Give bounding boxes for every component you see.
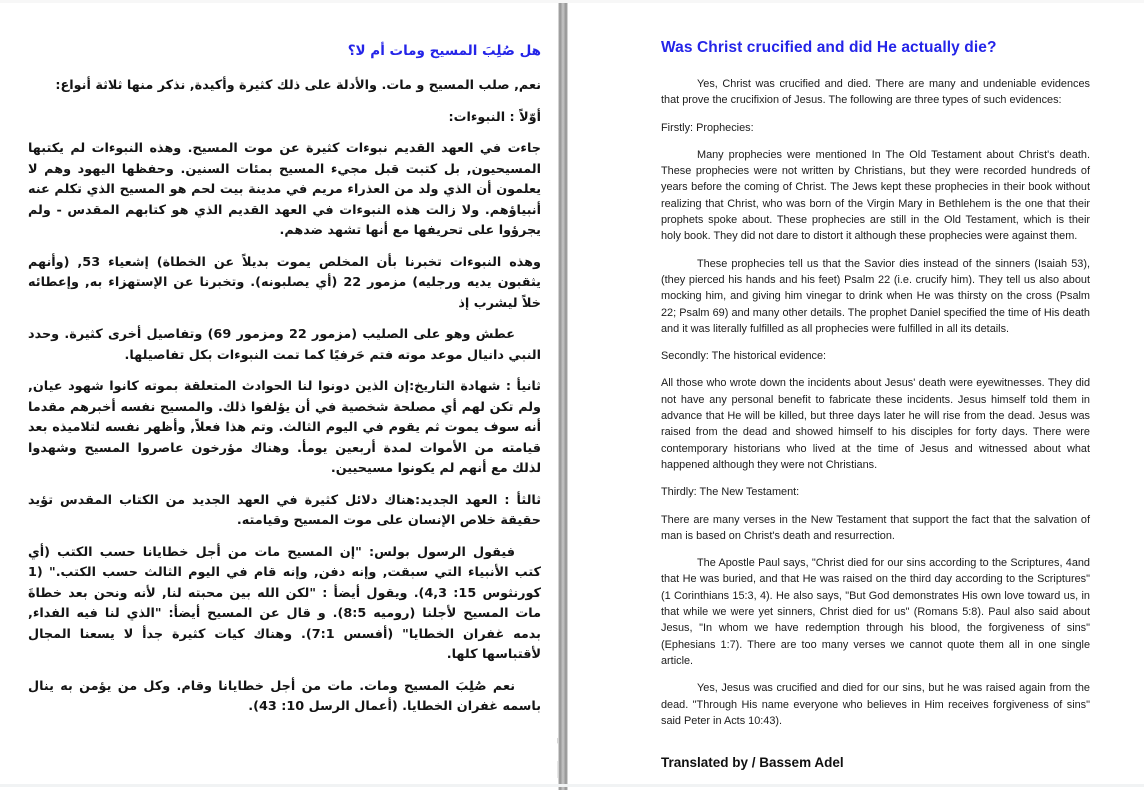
page-divider (558, 3, 568, 790)
paragraph: جاءت في العهد القديم نبوءات كثيرة عن موت المسيح. وهذه النبوءات لم يكتبها المسيحيون, بل كتبت قبل مجيء المسيح بمئات السنين. وحفظها اليهود وهم لا يعلمون أن الذي ولد من العذراء مريم في مدينة بيت لحم هو المسيح الذي تكلم عنه أنبياؤهم. ولا زالت هذه النبوءات في العهد القديم الذي هو كتابهم المقدس - ولم يجرؤوا على تحريفها مع أنها تشهد ضدهم. (28, 141, 541, 238)
translator-credit: Translated by / Bassem Adel (661, 755, 844, 771)
paragraph: ثانيأ : شهادة التاريخ:إن الذين دونوا لنا الحوادث المتعلقة بموته كانوا شهود عيان, ولم تكن لهم أي مصلحة شخصية في أن يؤلفوا ذلك. والمسيح نفسه أخبرهم مقدما أنه سوف يموت ثم يقوم في اليوم الثالث. وتم هذا فعلاً, وأظهر نفسه لتلاميذه بعد قيامته من الأموات لمدة أربعين يومأ. وهناك مؤرخون عاصروا المسيح وشهدوا لذلك مع أنهم لم يكونوا مسيحيين. (28, 379, 541, 476)
paragraph: The Apostle Paul says, "Christ died for our sins according to the Scriptures, 4and that He was buried, and that He was raised on the third day according to the Scriptures" (1 Corinthians 15:3, 4). He also says, "But God demonstrates His own love toward us, in that while we were yet sinners, Christ died for us" (Romans 5:8). Paul also said about Jesus, "In whom we have redemption through his blood, the forgiveness of sins" (Ephesians 1:7). There are too many verses we cannot quote them all in one single article. (661, 557, 1090, 667)
paragraph: ثالثأ : العهد الجديد:هناك دلائل كثيرة في العهد الجديد من الكتاب المقدس تؤيد حقيقة خلاص الإنسان على موت المسيح وقيامته. (28, 492, 541, 528)
paragraph: Secondly: The historical evidence: (661, 350, 827, 363)
paragraph: These prophecies tell us that the Savior dies instead of the sinners (Isaiah 53), (they pierced his hands and his feet) Psalm 22 (i.e. crucify him). They tell us also about mocking him, and giving him vinegar to drink when He was thirsty on the cross (Psalm 22; Psalm 69) and many other details. The prophet Daniel specified the time of His death and it was literally fulfilled as all prophecies were fulfilled in all its details. (661, 257, 1090, 335)
paragraph: نعم صُلِبَ المسيح ومات. مات من أجل خطايانا وقام. وكل من يؤمن به ينال باسمه غفران الخطايا. (أعمال الرسل 10: 43). (28, 678, 541, 714)
paragraph: Yes, Jesus was crucified and died for our sins, but he was raised again from the dead. "Through His name everyone who believes in Him receives forgiveness of sins" said Peter in Acts 10:43). (661, 682, 1090, 727)
paragraph: نعم, صلب المسيح و مات. والأدلة على ذلك كثيرة وأكيدة, نذكر منها ثلاثة أنواع: (55, 78, 541, 93)
paragraph: عطش وهو على الصليب (مزمور 22 ومزمور 69) وتفاصيل أخرى كثيرة. وحدد النبي دانيال موعد موته فتم حَرفيًا كما تمت النبوءات بكل تفاصيلها. (28, 327, 541, 363)
paragraph: All those who wrote down the incidents about Jesus' death were eyewitnesses. They did not have any personal benefit to fabricate these incidents. Jesus himself told them in advance that He will be killed, but three days later he will rise from the dead. Jesus was raised from the dead and showed himself to his disciples for forty days. There were contemporary historians who lived at the time of Jesus and witnessed about what happened although they were not Christians. (661, 377, 1090, 471)
paragraph: Thirdly: The New Testament: (661, 486, 800, 499)
paragraph: Firstly: Prophecies: (661, 121, 754, 134)
paragraph: وهذه النبوءات تخبرنا بأن المخلص يموت بديلاً عن الخطاة) إشعياء 53, (وأنهم يثقبون يديه ورجليه) مزمور 22 (أي يصلبونه). وتخبرنا عن الإستهزاء به, وإعطائه خلاً ليشرب إذ (28, 254, 541, 311)
paragraph: فيقول الرسول بولس: "إن المسيح مات من أجل خطايانا حسب الكتب (أي كتب الأنبياء التي سبقت, وإنه دفن, وإنه قام في اليوم الثالث حسب الكتب." (1 كورنثوس 15: 4,3). ويقول أيضأ : "لكن الله بين محبته لنا, لأنه ونحن بعد خطاةَ مات المسيح لأجلنا (روميه 8:5). و قال عن المسيح أيضأ: "الذي لنا فيه الفداء, بدمه غفران الخطايا" (أفسس 7:1). وهناك كيات كثيرة جدأ لا يسعنا المجال لأقتباسها كلها. (28, 544, 541, 662)
page-english (567, 3, 1144, 787)
arabic-body (28, 76, 541, 718)
paragraph: أوّلاً : النبوءات: (448, 109, 541, 125)
english-page-title: Was Christ crucified and did He actually die? (661, 39, 997, 56)
paragraph: Yes, Christ was crucified and died. There are many and undeniable evidences that prove the crucifixion of Jesus. The following are three types of such evidences: (661, 78, 1090, 107)
arabic-page-title: هل صُلِبَ المسيح ومات أم لا؟ (347, 43, 541, 59)
english-body (661, 76, 1090, 729)
page-arabic (0, 3, 557, 787)
paragraph: There are many verses in the New Testament that support the fact that the salvation of man is based on Christ's death and resurrection. (661, 513, 1090, 542)
paragraph: Many prophecies were mentioned In The Old Testament about Christ's death. These prophecies were not written by Christians, but they were recorded hundreds of years before the coming of Christ. The Jews kept these prophecies in their book without realizing that Christ, who was born of the Virgin Mary in Bethlehem is the one that their prophets spoke about. These prophecies are still in the Old Testament, which is their holy book. They did not dare to distort it although these prophecies were against them. (661, 148, 1090, 243)
